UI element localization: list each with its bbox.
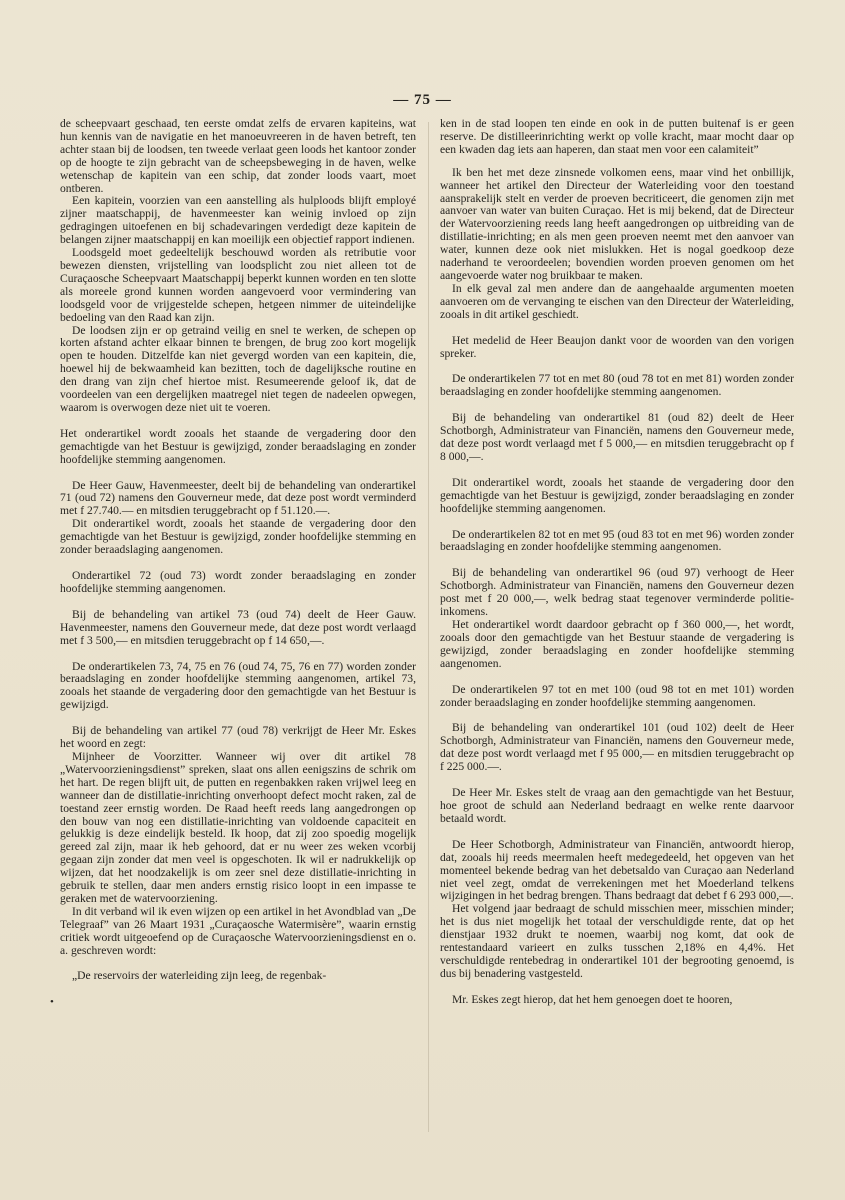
page-number: — 75 —: [393, 92, 452, 108]
paragraph: De loodsen zijn er op getraind veilig en snel te werken, de schepen op korten afstand achter elkaar binnen te brengen, de brug zoo kort mogelijk open te houden. Ditzelfde kan niet gevergd worden van een kapitein, die, hoewel hij de bekwaamheid kan bezitten, toch de dagelijksche routine en den drang van zijn chef hiertoe mist. Resumeerende geloof ik, dat de voordeelen van een dergelijken maatregel niet tegen de nadeelen opwegen, waarom is overwogen deze niet uit te voeren.: [60, 323, 416, 414]
paragraph: De onderartikelen 82 tot en met 95 (oud 83 tot en met 96) worden zonder beraadslaging en zonder hoofdelijke stemming aangenomen.: [440, 527, 794, 554]
paragraph: De Heer Mr. Eskes stelt de vraag aan den gemachtigde van het Bestuur, hoe groot de schuld aan Nederland bedraagt en welke rente daarvoor betaald wordt.: [440, 786, 794, 825]
paragraph: De Heer Schotborgh, Administrateur van Financiën, antwoordt hierop, dat, zooals hij reeds meermalen heeft medegedeeld, het opgeven van het momenteel bekende bedrag van het debetsaldo van Curaçao aan Nederland niet veel zegt, omdat de verrekeningen met het Moederland telkens wijzigingen in het bedrag brengen. Thans bedraagt dat debet f 6 293 000,—.: [440, 837, 794, 903]
paragraph: Bij de behandeling van onderartikel 96 (oud 97) verhoogt de Heer Schotborgh. Administrateur van Financiën, namens den Gouverneur dezen post met f 20 000,—, welk bedrag staat tegenover verminderde politie-inkomens.: [440, 566, 794, 619]
paragraph: Het onderartikel wordt zooals het staande de vergadering door den gemachtigde van het Bestuur is gewijzigd, zonder beraadslaging en zonder hoofdelijke stemming aangenomen.: [60, 426, 416, 466]
paragraph: Mijnheer de Voorzitter. Wanneer wij over dit artikel 78 „Watervoorzieningsdienst” spreken, slaat ons allen eenigszins de schrik om het hart. De regen blijft uit, de putten en regenbakken raken vrijwel leeg en wanneer dan de distillatie-inrichting onverhoopt defect mocht raken, zal de toestand zeer ernstig worden. De Raad heeft reeds lang aangedrongen op den bouw van nog een distillatie-inrichting van voldoende capaciteit en gelukkig is deze eindelijk besteld. Ik hoop, dat zij zoo spoedig mogelijk gereed zal zijn, maar ik heb gehoord, dat er nu weer zes weken vcorbij gegaan zijn zonder dat men veel is opgeschoten. Ik wil er nadrukkelijk op wijzen, dat het noodzakelijk is om zeer snel deze distillatie-inrichting in gebruik te stellen, daar men anders ernstig risico loopt in een impasse te geraken met de watervoorziening.: [60, 749, 416, 905]
paragraph: De onderartikelen 97 tot en met 100 (oud 98 tot en met 101) worden zonder beraadslaging en zonder hoofdelijke stemming aangenomen.: [440, 682, 794, 709]
paragraph: De onderartikelen 77 tot en met 80 (oud 78 tot en met 81) worden zonder beraadslaging en zonder hoofdelijke stemming aangenomen.: [440, 372, 794, 399]
right-column: [440, 118, 794, 1007]
paragraph: Loodsgeld moet gedeeltelijk beschouwd worden als retributie voor bewezen diensten, vrijstelling van loodsplicht zou niet alleen tot de Curaçaosche Scheepvaart Maatschappij beperkt kunnen worden en ten slotte als moreele grond kunnen worden aangevoerd voor vermindering van loodsgeld voor de vrijgestelde schepen, hetgeen nimmer de uiteindelijke bedoeling van den Raad kan zijn.: [60, 246, 416, 324]
paragraph: Mr. Eskes zegt hierop, dat het hem genoegen doet te hooren,: [452, 992, 733, 1006]
paragraph: ken in de stad loopen ten einde en ook in de putten buitenaf is er geen reserve. De distilleerinrichting werkt op volle kracht, maar mocht daar op een kwaden dag iets aan haperen, dan staat men voor een calamiteit”: [440, 117, 794, 156]
left-column: [60, 118, 416, 983]
paragraph: In dit verband wil ik even wijzen op een artikel in het Avondblad van „De Telegraaf” van 26 Maart 1931 „Curaçaosche Watermisère”, waarin ernstig critiek wordt uitgeoefend op de Curaçaosche Watervoorzieningsdienst en o. a. geschreven wordt:: [60, 904, 416, 957]
paragraph: Dit onderartikel wordt, zooals het staande de vergadering door den gemachtigde van het Bestuur is gewijzigd, zonder beraadslaging en zonder hoofdelijke stemming aangenomen.: [440, 475, 794, 515]
column-divider: [428, 122, 429, 1132]
paragraph: Bij de behandeling van onderartikel 101 (oud 102) deelt de Heer Schotborgh, Administrateur van Financiën, namens den Gouverneur mede, dat deze post wordt verlaagd met f 95 000,— en mitsdien teruggebracht op f 225 000.—.: [440, 721, 794, 774]
paragraph: Ik ben het met deze zinsnede volkomen eens, maar vind het onbillijk, wanneer het artikel den Directeur der Waterleiding voor den toestand aansprakelijk stelt en verder de proeven becriticeert, die genomen zijn met aanvoer van water van buiten Curaçao. Het is mij bekend, dat de Directeur der Watervoorziening reeds lang heeft aangedrongen op uitbreiding van de distillatie-inrichting; en als men geen proeven neemt met den aanvoer van water, kunnen deze ook niet mislukken. Het is nogal goedkoop deze naderhand te veroordeelen; bovendien worden proeven genomen om het aangevoerde water nog bruikbaar te maken.: [440, 165, 794, 282]
paragraph: Het medelid de Heer Beaujon dankt voor de woorden van den vorigen spreker.: [440, 333, 794, 360]
paragraph: De onderartikelen 73, 74, 75 en 76 (oud 74, 75, 76 en 77) worden zonder beraadslaging en zonder hoofdelijke stemming aangenomen, artikel 73, zooals het staande de vergadering door den gemachtigde van het Bestuur is gewijzigd.: [60, 659, 416, 712]
paragraph: Het onderartikel wordt daardoor gebracht op f 360 000,—, het wordt, zooals door den gemachtigde van het Bestuur staande de vergadering is gewijzigd, zonder beraadslaging en zonder hoofdelijke stemming aangenomen.: [440, 618, 794, 670]
paragraph: In elk geval zal men andere dan de aangehaalde argumenten moeten aanvoeren om de vervanging te eischen van den Directeur der Waterleiding, zooals in dit artikel geschiedt.: [440, 281, 794, 321]
paragraph: Het volgend jaar bedraagt de schuld misschien meer, misschien minder; het is dus niet mogelijk het totaal der verschuldigde rente, dat op het dienstjaar 1932 drukt te noemen, waarbij nog komt, dat ook de rentestandaard varieert en zulks tusschen 2,18% en 4,4%. Het verschuldigde rentebedrag in onderartikel 101 der begrooting genoemd, is dus bij benadering vastgesteld.: [440, 902, 794, 980]
margin-mark: •: [50, 996, 54, 1008]
paragraph: Onderartikel 72 (oud 73) wordt zonder beraadslaging en zonder hoofdelijke stemming aangenomen.: [60, 569, 416, 595]
paragraph: Bij de behandeling van onderartikel 81 (oud 82) deelt de Heer Schotborgh, Administrateur van Financiën, namens den Gouverneur mede, dat deze post wordt verlaagd met f 5 000,— en mitsdien teruggebracht op f 8 000,—.: [440, 411, 794, 463]
paragraph: Bij de behandeling van artikel 77 (oud 78) verkrijgt de Heer Mr. Eskes het woord en zegt:: [60, 724, 416, 751]
paragraph: „De reservoirs der waterleiding zijn leeg, de regenbak-: [72, 969, 327, 983]
paragraph: Een kapitein, voorzien van een aanstelling als hulploods blijft employé zijner maatschappij, de havenmeester kan weinig invloed op zijn gedragingen uitoefenen en bij schadevaringen verdedigt deze kapitein de belangen zijner maatschappij en kan moeilijk een objectief rapport indienen.: [60, 194, 416, 247]
paragraph: De Heer Gauw, Havenmeester, deelt bij de behandeling van onderartikel 71 (oud 72) namens den Gouverneur mede, dat deze post wordt verminderd met f 27.740.— en mitsdien teruggebracht op f 51.120.—.: [60, 478, 416, 518]
paragraph: de scheepvaart geschaad, ten eerste omdat zelfs de ervaren kapiteins, wat hun kennis van de navigatie en het manoeuvreeren in de haven betreft, ten achter staan bij de loodsen, ten tweede verlaat geen loods het kantoor zonder op de hoogte te zijn gebracht van de scheepsbeweging in de haven, welke wetenschap de kapitein van een schip, dat zonder loods vaart, moet ontberen.: [60, 117, 416, 195]
paragraph: Bij de behandeling van artikel 73 (oud 74) deelt de Heer Gauw. Havenmeester, namens den Gouverneur mede, dat deze post wordt verlaagd met f 3 500,— en mitsdien teruggebracht op f 14 650,—.: [60, 607, 416, 647]
paragraph: Dit onderartikel wordt, zooals het staande de vergadering door den gemachtigde van het Bestuur is gewijzigd, zonder hoofdelijke stemming en zonder beraadslaging aangenomen.: [60, 517, 416, 557]
